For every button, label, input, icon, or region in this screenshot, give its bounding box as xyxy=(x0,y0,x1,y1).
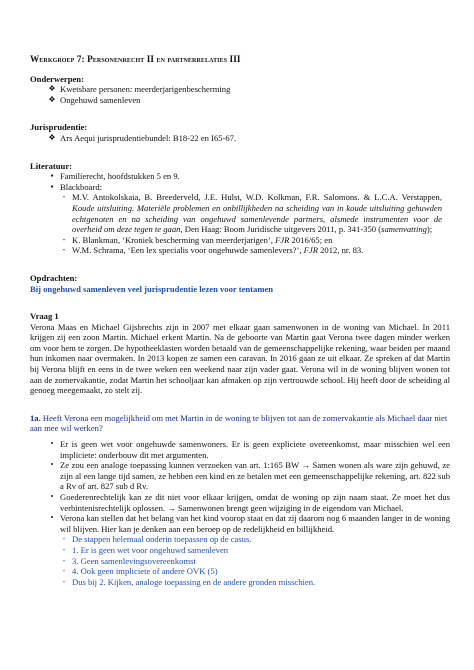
answer-item: • Goederenrechtelijk kan ze dit niet voor elkaar krijgen, omdat de woning op zijn naam staat. Ze moet het dus verbintenisrechtelijk oplossen. → Samenwonen brengt geen wijziging in de eigendom van Michael. xyxy=(44,492,450,513)
sub-point: - De stappen helemaal onderin toepassen op de casus. xyxy=(56,534,450,545)
page-title: Werkgroep 7: Personenrecht II en partnerrelaties III xyxy=(30,54,241,64)
list-item: ❖ Ars Aequi jurisprudentiebundel: B18-22 en I65-67. xyxy=(44,133,450,144)
dash-bullet-icon: - xyxy=(62,566,66,576)
dash-bullet-icon: - xyxy=(62,234,66,244)
round-bullet-icon: • xyxy=(50,492,54,501)
sub-point: - 4. Ook geen impliciete of andere OVK (5) xyxy=(56,566,450,577)
square-bullet-icon: ▪ xyxy=(50,171,54,181)
opdrachten-section xyxy=(30,273,450,294)
list-item: ▪ Familierecht, hoofdstukken 5 en 9. xyxy=(44,171,450,182)
literature-entry: - K. Blankman, ‘Kroniek bescherming van meerderjarigen’, FJR 2016/65; en xyxy=(56,235,450,246)
list-item: ❖ Kwetsbare personen: meerderjarigenbescherming xyxy=(44,84,450,95)
vraag-section xyxy=(30,311,450,396)
round-bullet-icon: • xyxy=(50,460,54,470)
list-item: ❖ Ongehuwd samenleven xyxy=(44,95,450,106)
opdrachten-note: Bij ongehuwd samenleven veel jurisprudentie lezen voor tentamen xyxy=(30,283,274,294)
diamond-bullet-icon: ❖ xyxy=(48,94,56,104)
document-page xyxy=(30,40,450,587)
literature-entry: - M.V. Antokolskaia, B. Breederveld, J.E. Hulst, W.D. Kolkman, F.R. Salomons. & L.C.A. Verstappen, Koude uitsluiting. Materiële problemen en onbillijkheden na scheiding van in koude uitsluiting gehuwden echtgenoten en na scheiding van ongehuwd samenlevende partners, alsmede instrumenten voor de overheid om deze tegen te gaan, Den Haag: Boom Juridische uitgevers 2011, p. 341-350 (samenvatting); xyxy=(56,192,450,234)
round-bullet-icon: • xyxy=(50,513,54,523)
diamond-bullet-icon: ❖ xyxy=(48,84,56,94)
answer-item: • Verona kan stellen dat het belang van het kind voorop staat en dat zij daarom nog 6 maanden langer in de woning wil blijven. Hier kan je denken aan een beroep op de redelijkheid en billijkheid. xyxy=(44,513,450,534)
list-item: ▪ Blackboard: xyxy=(44,182,450,193)
answer-item: • Er is geen wet voor ongehuwde samenwoners. Er is geen expliciete overeenkomst, maar misschien wel een impliciete: onderbouw dit met argumenten. xyxy=(44,439,450,460)
answer-item: • Ze zou een analoge toepassing kunnen verzoeken van art. 1:165 BW → Samen wonen als ware zijn gehuwd, ze zijn al een lange tijd samen, ze hebben een kind en ze betalen met een gemeenschappelijke rekening, art. 822 sub a Rv of art. 827 sub d Rv. xyxy=(44,460,450,492)
sub-point: - 3. Geen samenlevingsovereenkomst xyxy=(56,556,450,567)
square-bullet-icon: ▪ xyxy=(50,181,54,191)
dash-bullet-icon: - xyxy=(62,245,66,255)
vraag-heading: Vraag 1 xyxy=(30,311,59,322)
literatuur-section xyxy=(30,161,450,256)
diamond-bullet-icon: ❖ xyxy=(48,132,56,142)
literature-entry: - W.M. Schrama, ‘Een lex specialis voor ongehuwde samenlevers?’, FJR 2012, nr. 83. xyxy=(56,245,450,256)
case-text: Verona Maas en Michael Gijsbrechts zijn in 2007 met elkaar gaan samenwonen in de woning van Michael. In 2011 krijgen zij een zoon Martin. Michael erkent Martin. Na de geboorte van Martin gaat Verona twee dagen minder werken om voor hem te zorgen. De hypotheeklasten worden betaald van de gemeenschappelijke rekening, waar beiden per maand hun inkomen naar overmaken. In 2013 kopen ze samen een caravan. In 2016 gaan ze uit elkaar. Ze spreken af dat Martin bij Verona blijft en eens in de twee weken een weekend naar zijn vader gaat. Verona wil in de woning blijven wonen tot aan de zomervakantie, zodat Martin het schooljaar kan afmaken op zijn vertrouwde school. Hij heeft door de scheiding al genoeg meegemaakt, zo stelt zij. xyxy=(30,321,450,396)
jurisprudentie-section xyxy=(30,122,450,143)
dash-bullet-icon: - xyxy=(62,534,66,544)
dash-bullet-icon: - xyxy=(62,555,66,565)
question-1a xyxy=(30,413,450,588)
dash-bullet-icon: - xyxy=(62,576,66,586)
round-bullet-icon: • xyxy=(50,439,54,449)
onderwerpen-heading: Onderwerpen: xyxy=(30,73,84,84)
onderwerpen-section xyxy=(30,74,450,106)
sub-point: - Dus bij 2. Kijken, analoge toepassing en de andere gronden misschien. xyxy=(56,577,450,588)
sub-point: - 1. Er is geen wet voor ongehuwd samenleven xyxy=(56,545,450,556)
question-text: 1a. Heeft Verona een mogelijkheid om met Martin in de woning te blijven tot aan de zomervakantie als Michael daar niet aan mee wil werken? xyxy=(30,412,448,434)
jurisprudentie-heading: Jurisprudentie: xyxy=(30,122,88,133)
dash-bullet-icon: - xyxy=(62,544,66,554)
literatuur-heading: Literatuur: xyxy=(30,160,73,171)
dash-bullet-icon: - xyxy=(62,192,66,202)
opdrachten-heading: Opdrachten: xyxy=(30,272,78,283)
